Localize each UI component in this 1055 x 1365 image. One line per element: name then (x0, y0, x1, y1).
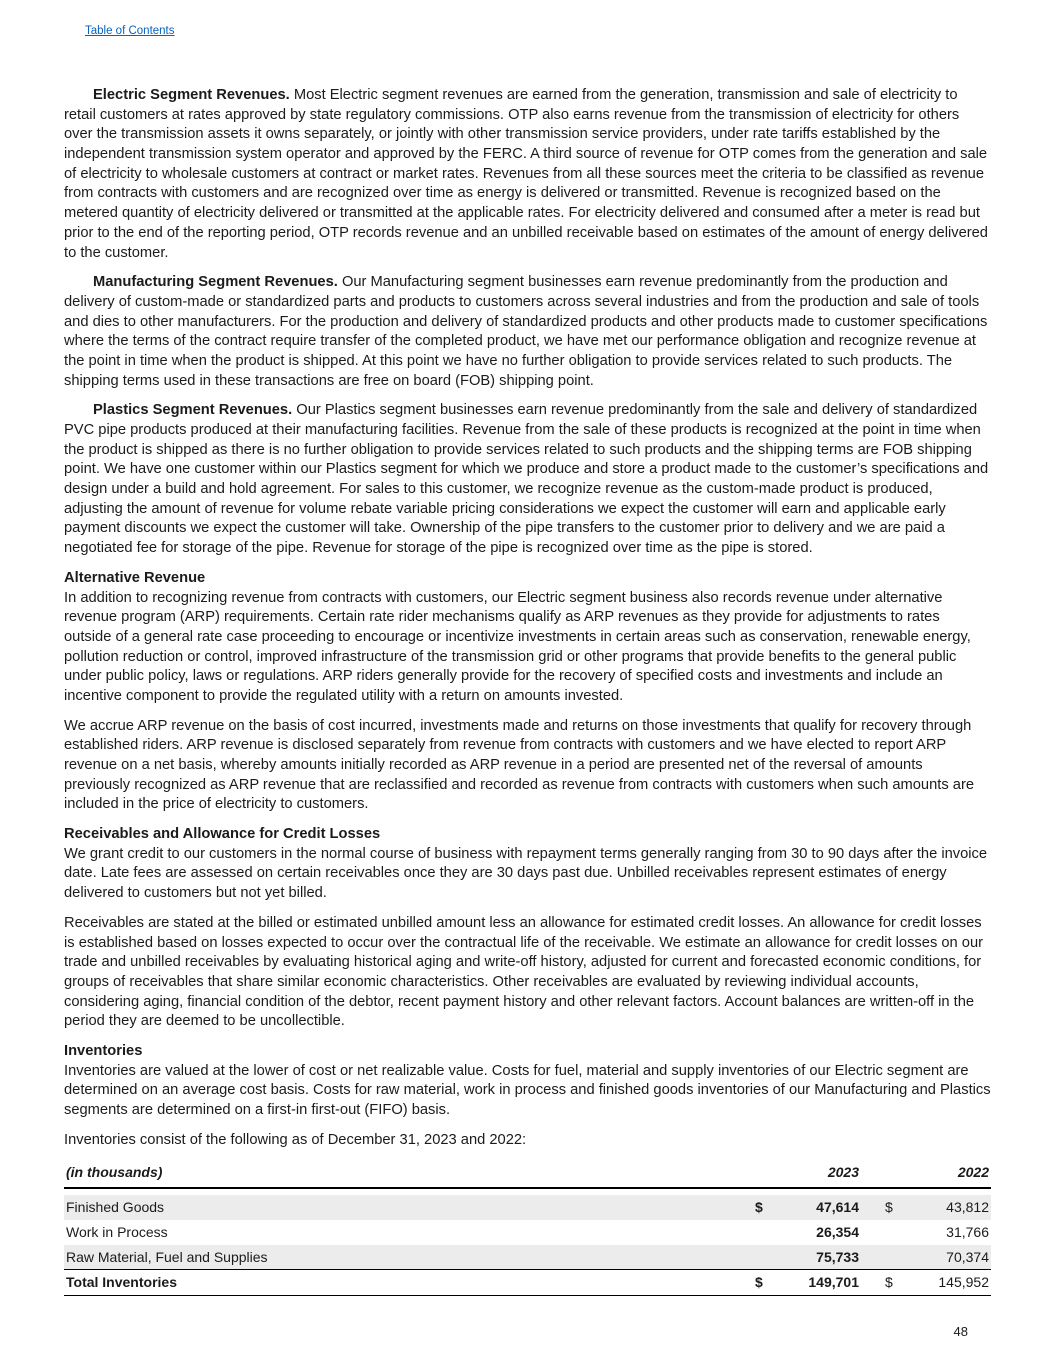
plastics-segment-text: Our Plastics segment businesses earn revenue predominantly from the sale and delivery of standardized PVC pipe products produced at their manufacturing facilities. Revenue from the sale of these products is recognized at the point in time when the product is shipped as there is no further obligation to provide services related to such products and the shipping terms are FOB shipping point. We have one customer within our Plastics segment for which we produce and store a product made to the customer’s specifications and design under a build and hold agreement. For sales to this customer, we recognize revenue as the custom-made product is produced, adjusting the amount of revenue for volume rebate variable pricing considerations we expect the customer will earn and applicable early payment discounts we expect the customer will take. Ownership of the pipe transfers to the customer prior to delivery and we are paid a negotiated fee for storage of the pipe. Revenue for storage of the pipe is recognized over time as the pipe is stored. (64, 402, 989, 557)
value-2023: 47,614 (781, 1195, 861, 1220)
paragraph-electric-segment-revenues (64, 86, 991, 263)
value-2023: 149,701 (781, 1270, 861, 1296)
paragraph-manufacturing-segment-revenues (64, 273, 991, 391)
heading-inventories: Inventories (64, 1042, 143, 1059)
paragraph-receivables-2: Receivables are stated at the billed or estimated unbilled amount less an allowance for estimated credit losses. An allowance for credit losses is established based on losses expected to occur over the contractual life of the receivable. We estimate an allowance for credit losses on our trade and unbilled receivables by evaluating historical aging and write-off history, adjusted for current and forecasted economic conditions, for groups of receivables that share similar economic characteristics. Other receivables are evaluated by reviewing individual accounts, considering aging, financial condition of the debtor, recent payment history and other relevant factors. Account balances are written-off in the period they are deemed to be uncollectible. (64, 914, 984, 1030)
heading-receivables: Receivables and Allowance for Credit Losses (64, 826, 381, 843)
value-2022: 43,812 (911, 1195, 991, 1220)
currency-symbol: $ (883, 1270, 911, 1296)
value-2022: 145,952 (911, 1270, 991, 1296)
row-label: Raw Material, Fuel and Supplies (64, 1245, 753, 1270)
table-row-raw-material (64, 1245, 991, 1270)
column-gap (861, 1160, 883, 1188)
paragraph-alternative-revenue-2: We accrue ARP revenue on the basis of cost incurred, investments made and returns on those investments that qualify for recovery through established riders. ARP revenue is disclosed separately from revenue from contracts with customers and we have elected to report ARP revenue on a net basis, whereby amounts initially recorded as ARP revenue in a period are presented net of the reversal of amounts previously recognized as ARP revenue that are reclassified and recorded as revenue from contracts with customers when such amounts are included in the price of electricity to customers. (64, 717, 975, 813)
paragraph-plastics-segment-revenues (64, 401, 991, 559)
table-row-work-in-process (64, 1220, 991, 1245)
row-label: Total Inventories (64, 1270, 753, 1296)
currency-symbol: $ (753, 1270, 781, 1296)
paragraph-inventories: Inventories are valued at the lower of cost or net realizable value. Costs for fuel, material and supply inventories of our Electric segment are determined on an average cost basis. Costs for raw material, work in process and finished goods inventories of our Manufacturing and Plastics segments are determined on a first-in first-out (FIFO) basis. (64, 1062, 991, 1118)
manufacturing-segment-text: Our Manufacturing segment businesses earn revenue predominantly from the production and delivery of custom-made or standardized parts and products to customers across several industries and from the production and sale of tools and dies to other manufacturers. For the production and delivery of standardized products and other products made to customer specifications where the terms of the contract require transfer of the completed product, we have met our performance obligation and recognize revenue at the point in time when the product is shipped. At this point we have no further obligation to provide services related to such products. The shipping terms used in these transactions are free on board (FOB) shipping point. (64, 274, 988, 389)
row-label: Finished Goods (64, 1195, 753, 1220)
heading-alternative-revenue: Alternative Revenue (64, 569, 206, 586)
row-label: Work in Process (66, 1223, 168, 1240)
currency-symbol: $ (753, 1195, 781, 1220)
paragraph-receivables-1: We grant credit to our customers in the normal course of business with repayment terms generally ranging from 30 to 90 days after the invoice date. Late fees are assessed on certain receivables once they are 30 days past due. Unbilled receivables represent estimates of energy delivered to customers but not yet billed. (64, 845, 988, 902)
inventories-table-wrapper (64, 1160, 991, 1296)
table-row-finished-goods (64, 1195, 991, 1220)
table-spacer-row (64, 1188, 991, 1195)
currency-symbol (883, 1220, 911, 1245)
table-of-contents-link[interactable]: Table of Contents (85, 25, 175, 37)
currency-symbol: $ (883, 1195, 911, 1220)
inventories-table (64, 1160, 991, 1296)
currency-symbol (753, 1220, 781, 1245)
column-gap (861, 1245, 883, 1270)
electric-segment-text: Most Electric segment revenues are earned from the generation, transmission and sale of electricity to retail customers at rates approved by state regulatory commissions. OTP also earns revenue from the transmission of electricity for others over the transmission assets it owns separately, or jointly with other transmission service providers, under rate tariffs established by the independent transmission system operator and approved by the FERC. A third source of revenue for OTP comes from the generation and sale of electricity to wholesale customers at contract or market rates. Revenues from all these sources meet the criteria to be classified as revenue from contracts with customers and are recognized over time as energy is delivered or transmitted. Revenue is recognized based on the metered quantity of electricity delivered or transmitted at the applicable rates. For electricity delivered and consumed after a meter is read but prior to the end of the reporting period, OTP records revenue and an unbilled receivable based on estimates of the amount of energy delivered to the customer. (64, 87, 988, 261)
currency-symbol (883, 1245, 911, 1270)
column-header-2022: 2022 (883, 1160, 991, 1188)
column-header-2023: 2023 (753, 1160, 861, 1188)
electric-segment-lead: Electric Segment Revenues. (93, 87, 290, 103)
value-2023: 75,733 (781, 1245, 861, 1270)
table-caption: (in thousands) (64, 1160, 753, 1188)
manufacturing-segment-lead: Manufacturing Segment Revenues. (93, 274, 338, 291)
paragraph-alternative-revenue-1: In addition to recognizing revenue from contracts with customers, our Electric segment business also records revenue under alternative revenue program (ARP) requirements. Certain rate rider mechanisms qualify as ARP revenues as they provide for adjustments to rates outside of a general rate case proceeding to encourage or incentivize investments in certain areas such as conservation, renewable energy, pollution reduction or control, improved infrastructure of the transmission grid or other programs that provide benefits to the general public under public policy, laws or regulations. ARP riders generally provide for the recovery of specified costs and investments and include an incentive component to provide the regulated utility with a return on amounts invested. (64, 589, 971, 704)
page-number: 48 (953, 1324, 968, 1339)
inventories-table-header-row (64, 1160, 991, 1188)
paragraph-inventories-intro: Inventories consist of the following as of December 31, 2023 and 2022: (64, 1131, 527, 1148)
plastics-segment-lead: Plastics Segment Revenues. (93, 402, 293, 419)
column-gap (861, 1270, 883, 1296)
column-gap (861, 1220, 883, 1245)
column-gap (861, 1195, 883, 1220)
value-2023: 26,354 (816, 1223, 859, 1240)
currency-symbol (753, 1245, 781, 1270)
value-2022: 70,374 (911, 1245, 991, 1270)
table-row-total-inventories (64, 1270, 991, 1296)
value-2022: 31,766 (946, 1223, 989, 1240)
document-body (64, 86, 991, 1296)
